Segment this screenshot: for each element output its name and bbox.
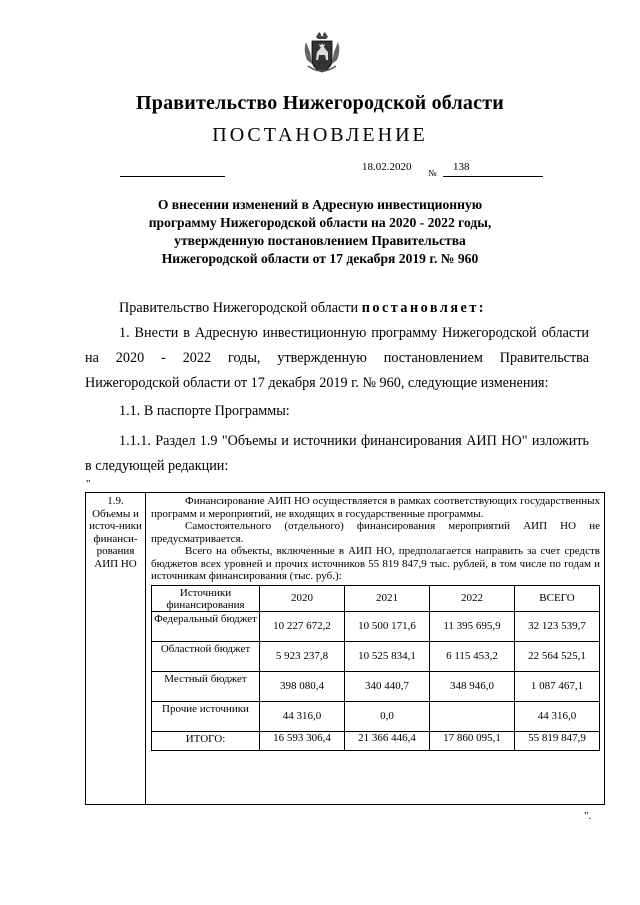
header-sources: Источники финансирования bbox=[152, 585, 260, 611]
table-row bbox=[152, 611, 600, 641]
cell-2021: 0,0 bbox=[345, 701, 430, 731]
number-sign: № bbox=[428, 168, 437, 178]
opening-quote: " bbox=[86, 478, 91, 490]
row-source: Федеральный бюджет bbox=[152, 611, 260, 641]
document-type-title: ПОСТАНОВЛЕНИЕ bbox=[212, 124, 428, 146]
cell-2021: 340 440,7 bbox=[345, 671, 430, 701]
cell-2020: 10 227 672,2 bbox=[260, 611, 345, 641]
financing-paragraph-3: Всего на объекты, включенные в АИП НО, предполагается направить за счет средств бюджетов всех уровней и прочих источников 55 819 847,9 тыс. рублей, в том числе по годам и источникам финансирования (тыс. руб.): bbox=[151, 545, 600, 582]
cell-total: 1 087 467,1 bbox=[515, 671, 600, 701]
row-source: Прочие источники bbox=[152, 701, 260, 731]
row-source: Областной бюджет bbox=[152, 641, 260, 671]
cell-2021: 10 500 171,6 bbox=[345, 611, 430, 641]
row-source: Местный бюджет bbox=[152, 671, 260, 701]
financing-paragraph-2: Самостоятельного (отдельного) финансирования мероприятий АИП НО не предусматривается. bbox=[151, 520, 600, 545]
cell-2020: 5 923 237,8 bbox=[260, 641, 345, 671]
table-row bbox=[152, 701, 600, 731]
closing-quote: ". bbox=[584, 810, 592, 822]
cell-total: 22 564 525,1 bbox=[515, 641, 600, 671]
number-line bbox=[443, 176, 543, 177]
cell-2020: 398 080,4 bbox=[260, 671, 345, 701]
total-row bbox=[152, 731, 600, 750]
section-index-cell: 1.9. Объемы и источ-ники финанси-рования АИП НО bbox=[86, 493, 146, 805]
header-2022: 2022 bbox=[430, 585, 515, 611]
cell-2020: 44 316,0 bbox=[260, 701, 345, 731]
cell-total: 55 819 847,9 bbox=[515, 731, 600, 750]
decree-date: 18.02.2020 bbox=[362, 161, 412, 173]
table-row bbox=[152, 641, 600, 671]
government-title: Правительство Нижегородской области bbox=[136, 92, 504, 114]
cell-2022: 11 395 695,9 bbox=[430, 611, 515, 641]
financing-paragraph-1: Финансирование АИП НО осуществляется в рамках соответствующих государственных программ и мероприятий, не входящих в государственные программы. bbox=[151, 495, 600, 520]
finance-table bbox=[151, 585, 600, 751]
cell-2021: 21 366 446,4 bbox=[345, 731, 430, 750]
intro-text: Правительство Нижегородской области bbox=[119, 300, 362, 316]
section-table bbox=[85, 492, 605, 805]
date-line-left bbox=[120, 176, 225, 177]
cell-total: 32 123 539,7 bbox=[515, 611, 600, 641]
cell-2022 bbox=[430, 701, 515, 731]
item-1-1-paragraph: 1.1. В паспорте Программы: bbox=[119, 403, 290, 419]
item-1-paragraph: 1. Внести в Адресную инвестиционную программу Нижегородской области на 2020 - 2022 годы, утвержденную постановлением Правительства Нижегородской области от 17 декабря 2019 г. № 960, следующие изменения: bbox=[85, 325, 589, 391]
coat-of-arms-emblem bbox=[302, 30, 342, 76]
cell-2021: 10 525 834,1 bbox=[345, 641, 430, 671]
decree-subject: О внесении изменений в Адресную инвестиционную программу Нижегородской области на 2020 - 2022 годы, утвержденную постановлением Правительства Нижегородской области от 17 декабря 2019 г. № 960 bbox=[148, 197, 492, 266]
table-row bbox=[152, 671, 600, 701]
section-content-cell bbox=[146, 493, 605, 805]
finance-table-header bbox=[152, 585, 600, 611]
cell-2022: 6 115 453,2 bbox=[430, 641, 515, 671]
cell-2022: 348 946,0 bbox=[430, 671, 515, 701]
row-source: ИТОГО: bbox=[152, 731, 260, 750]
item-1-1-1-paragraph: 1.1.1. Раздел 1.9 "Объемы и источники финансирования АИП НО" изложить в следующей редакции: bbox=[85, 433, 589, 474]
header-total: ВСЕГО bbox=[515, 585, 600, 611]
decree-number: 138 bbox=[453, 161, 470, 173]
intro-paragraph bbox=[85, 296, 589, 321]
cell-2020: 16 593 306,4 bbox=[260, 731, 345, 750]
cell-total: 44 316,0 bbox=[515, 701, 600, 731]
header-2021: 2021 bbox=[345, 585, 430, 611]
cell-2022: 17 860 095,1 bbox=[430, 731, 515, 750]
decree-word: постановляет: bbox=[361, 300, 487, 316]
header-2020: 2020 bbox=[260, 585, 345, 611]
